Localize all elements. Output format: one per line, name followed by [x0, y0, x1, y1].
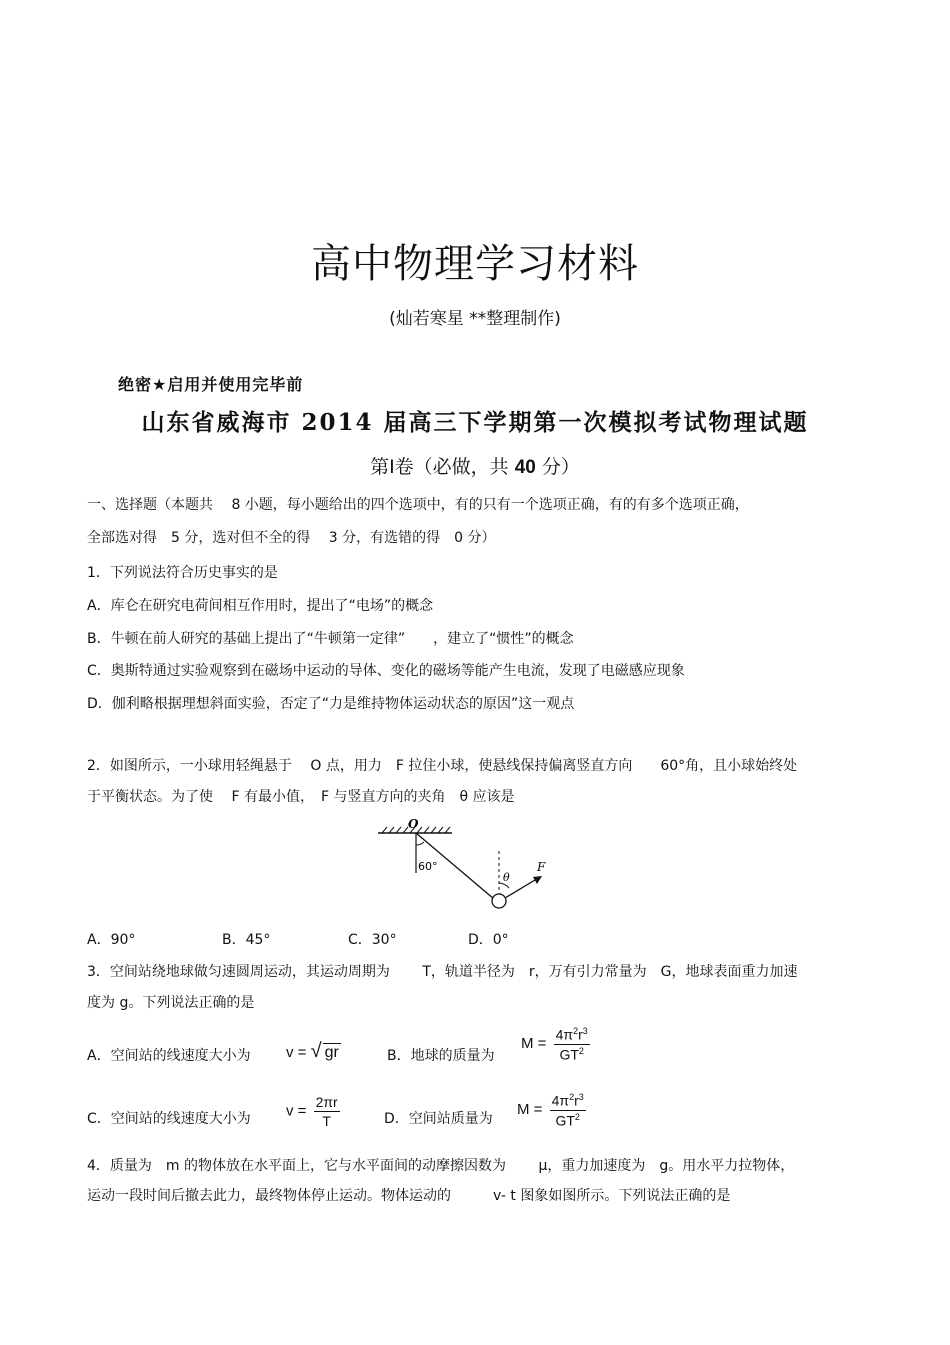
q3-option-b-formula — [521, 1026, 590, 1062]
formula-b-den-a: GT — [559, 1046, 579, 1063]
q2-stem-line-2: 于平衡状态。为了使 F 有最小值， F 与竖直方向的夹角 θ 应该是 — [87, 789, 515, 805]
formula-b-den-b: 2 — [578, 1045, 584, 1056]
q3-option-c-formula — [286, 1094, 340, 1129]
q3-option-d-formula — [517, 1092, 586, 1128]
q3-stem-line-2: 度为 g。下列说法正确的是 — [87, 995, 255, 1011]
section-points: 40 — [514, 457, 536, 478]
pendulum-figure — [370, 815, 590, 915]
q2-option-d: D．0° — [468, 932, 509, 948]
q3-option-a-text: A．空间站的线速度大小为 — [87, 1048, 251, 1064]
formula-d-den-a: GT — [555, 1112, 575, 1129]
label-theta: θ — [503, 871, 510, 884]
q3-option-c-text: C．空间站的线速度大小为 — [87, 1111, 251, 1127]
formula-a-radicand: gr — [324, 1044, 339, 1061]
q3-option-a-formula: v = √ gr — [286, 1040, 339, 1062]
q2-stem-line-1: 2．如图所示，一小球用轻绳悬于 O 点，用力 F 拉住小球，使悬线保持偏离竖直方向 60°角，且小球始终处 — [87, 758, 798, 774]
angle-arc — [416, 842, 424, 845]
formula-d-num-b: 2 — [569, 1092, 575, 1102]
section-heading-end: 分） — [541, 456, 580, 478]
formula-b-num-d: 3 — [582, 1026, 588, 1036]
formula-c-den: T — [322, 1113, 331, 1129]
formula-b-lhs: M = — [521, 1035, 547, 1053]
formula-d-den-b: 2 — [574, 1111, 580, 1122]
secret-label: 绝密★启用并使用完毕前 — [118, 375, 304, 394]
ball — [492, 894, 506, 908]
q2-option-c: C．30° — [348, 932, 397, 948]
q3-option-d-text: D．空间站质量为 — [384, 1111, 493, 1127]
label-o: O — [408, 817, 419, 831]
q2-option-a: A．90° — [87, 932, 136, 948]
section-heading-text: 第Ⅰ卷（必做，共 — [370, 456, 509, 478]
page-subtitle: (灿若寒星 **整理制作) — [389, 309, 561, 329]
instructions-line-1: 一、选择题（本题共 8 小题，每小题给出的四个选项中，有的只有一个选项正确，有的有多个选项正确， — [87, 497, 749, 513]
formula-d-lhs: M = — [517, 1101, 543, 1119]
section-heading — [0, 452, 950, 479]
q1-option-d: D．伽利略根据理想斜面实验，否定了“力是维持物体运动状态的原因”这一观点 — [87, 696, 575, 712]
formula-a-lhs: v = — [286, 1044, 307, 1061]
q1-option-b: B．牛顿在前人研究的基础上提出了“牛顿第一定律” ，建立了“惯性”的概念 — [87, 631, 574, 647]
q4-stem-line-2: 运动一段时间后撤去此力，最终物体停止运动。物体运动的 v- t 图象如图所示。下列说法正确的是 — [87, 1188, 731, 1204]
page-title: 高中物理学习材料 — [311, 241, 639, 287]
formula-b-num-a: 4π — [555, 1026, 574, 1043]
label-f: F — [537, 860, 546, 874]
label-60-degrees: 60° — [418, 860, 438, 873]
q3-stem-line-1: 3．空间站绕地球做匀速圆周运动，其运动周期为 T，轨道半径为 r，万有引力常量为 G，地球表面重力加速 — [87, 964, 798, 980]
formula-b-num-c: r — [578, 1026, 583, 1043]
force-arrow-shaft — [505, 877, 540, 898]
formula-d-num-a: 4π — [551, 1092, 570, 1109]
q3-option-b-text: B．地球的质量为 — [387, 1048, 495, 1064]
exam-title: 山东省威海市 2014 届高三下学期第一次模拟考试物理试题 — [141, 409, 809, 436]
formula-d-num-c: r — [574, 1092, 579, 1109]
q1-option-a: A．库仑在研究电荷间相互作用时，提出了“电场”的概念 — [87, 598, 434, 614]
instructions-line-2: 全部选对得 5 分，选对但不全的得 3 分，有选错的得 0 分） — [87, 530, 496, 546]
q4-stem-line-1: 4．质量为 m 的物体放在水平面上，它与水平面间的动摩擦因数为 μ，重力加速度为 g。用水平力拉物体， — [87, 1158, 795, 1174]
q1-stem: 1．下列说法符合历史事实的是 — [87, 565, 278, 581]
formula-c-lhs: v = — [286, 1102, 307, 1120]
formula-c-num: 2πr — [315, 1094, 338, 1110]
formula-d-num-d: 3 — [578, 1092, 584, 1102]
q1-option-c: C．奥斯特通过实验观察到在磁场中运动的导体、变化的磁场等能产生电流，发现了电磁感应现象 — [87, 663, 685, 679]
q2-option-b: B．45° — [222, 932, 271, 948]
formula-b-num-b: 2 — [573, 1026, 579, 1036]
